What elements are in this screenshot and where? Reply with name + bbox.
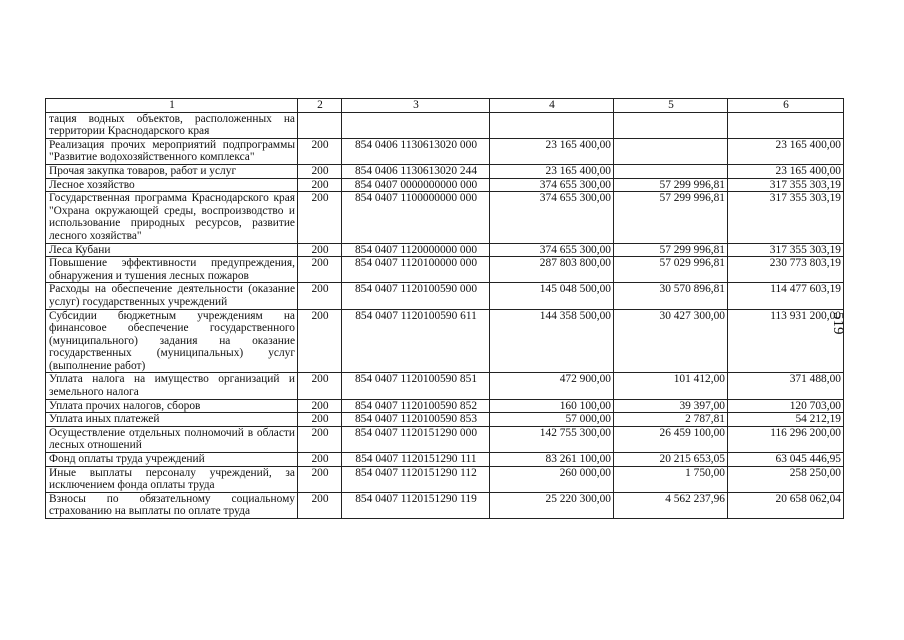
row-executed: 4 562 237,96 xyxy=(614,492,728,518)
table-row xyxy=(46,413,844,427)
row-executed: 57 299 996,81 xyxy=(614,178,728,192)
row-remaining: 116 296 200,00 xyxy=(728,426,844,452)
table-row xyxy=(46,138,844,164)
row-approved: 57 000,00 xyxy=(490,413,614,427)
row-executed: 26 459 100,00 xyxy=(614,426,728,452)
row-approved: 145 048 500,00 xyxy=(490,283,614,309)
row-name: Уплата налога на имущество организаций и земельного налога xyxy=(46,373,298,399)
row-approved: 142 755 300,00 xyxy=(490,426,614,452)
row-classification: 854 0407 1120151290 112 xyxy=(342,466,490,492)
column-header-5: 5 xyxy=(614,99,728,113)
row-name: Государственная программа Краснодарского края "Охрана окружающей среды, воспроизводство и использование природных ресурсов, развитие лесного хозяйства" xyxy=(46,192,298,243)
row-executed: 57 299 996,81 xyxy=(614,243,728,257)
row-code: 200 xyxy=(298,426,342,452)
row-code: 200 xyxy=(298,243,342,257)
row-name: Фонд оплаты труда учреждений xyxy=(46,453,298,467)
row-executed: 57 029 996,81 xyxy=(614,257,728,283)
row-remaining: 23 165 400,00 xyxy=(728,138,844,164)
row-remaining: 317 355 303,19 xyxy=(728,178,844,192)
row-remaining: 317 355 303,19 xyxy=(728,192,844,243)
row-name: Прочая закупка товаров, работ и услуг xyxy=(46,164,298,178)
row-remaining: 113 931 200,00 xyxy=(728,309,844,373)
row-remaining: 371 488,00 xyxy=(728,373,844,399)
row-classification: 854 0407 1120000000 000 xyxy=(342,243,490,257)
row-remaining: 54 212,19 xyxy=(728,413,844,427)
table-row xyxy=(46,192,844,243)
row-code: 200 xyxy=(298,309,342,373)
row-classification: 854 0407 1120100590 611 xyxy=(342,309,490,373)
row-classification: 854 0407 1120151290 000 xyxy=(342,426,490,452)
header-row xyxy=(46,99,844,113)
row-code: 200 xyxy=(298,192,342,243)
row-classification: 854 0406 1130613020 000 xyxy=(342,138,490,164)
row-executed: 101 412,00 xyxy=(614,373,728,399)
row-approved: 23 165 400,00 xyxy=(490,164,614,178)
row-name: Расходы на обеспечение деятельности (оказание услуг) государственных учреждений xyxy=(46,283,298,309)
column-header-3: 3 xyxy=(342,99,490,113)
row-code: 200 xyxy=(298,466,342,492)
table-row xyxy=(46,466,844,492)
row-executed: 30 570 896,81 xyxy=(614,283,728,309)
row-code: 200 xyxy=(298,178,342,192)
table-row xyxy=(46,373,844,399)
column-header-2: 2 xyxy=(298,99,342,113)
page-number: 519 xyxy=(830,312,846,335)
row-code: 200 xyxy=(298,492,342,518)
row-name: Взносы по обязательному социальному страхованию на выплаты по оплате труда xyxy=(46,492,298,518)
row-approved: 83 261 100,00 xyxy=(490,453,614,467)
row-executed: 39 397,00 xyxy=(614,399,728,413)
row-name: Леса Кубани xyxy=(46,243,298,257)
row-name: тация водных объектов, расположенных на территории Краснодарского края xyxy=(46,112,298,138)
row-classification: 854 0407 1120151290 111 xyxy=(342,453,490,467)
row-executed: 57 299 996,81 xyxy=(614,192,728,243)
row-executed xyxy=(614,112,728,138)
row-name: Иные выплаты персоналу учреждений, за исключением фонда оплаты труда xyxy=(46,466,298,492)
row-executed xyxy=(614,164,728,178)
table-row xyxy=(46,112,844,138)
row-classification: 854 0407 1120100590 851 xyxy=(342,373,490,399)
table-row xyxy=(46,426,844,452)
row-name: Уплата прочих налогов, сборов xyxy=(46,399,298,413)
row-approved: 287 803 800,00 xyxy=(490,257,614,283)
row-code: 200 xyxy=(298,164,342,178)
row-name: Реализация прочих мероприятий подпрограммы "Развитие водохозяйственного комплекса" xyxy=(46,138,298,164)
row-code: 200 xyxy=(298,399,342,413)
row-classification: 854 0407 1120151290 119 xyxy=(342,492,490,518)
row-approved: 144 358 500,00 xyxy=(490,309,614,373)
row-name: Осуществление отдельных полномочий в области лесных отношений xyxy=(46,426,298,452)
row-classification xyxy=(342,112,490,138)
table-row xyxy=(46,453,844,467)
row-classification: 854 0407 1120100000 000 xyxy=(342,257,490,283)
row-name: Лесное хозяйство xyxy=(46,178,298,192)
budget-table xyxy=(45,98,844,519)
row-approved: 23 165 400,00 xyxy=(490,138,614,164)
row-approved: 374 655 300,00 xyxy=(490,178,614,192)
row-code xyxy=(298,112,342,138)
row-code: 200 xyxy=(298,283,342,309)
row-remaining: 317 355 303,19 xyxy=(728,243,844,257)
row-remaining: 230 773 803,19 xyxy=(728,257,844,283)
row-name: Уплата иных платежей xyxy=(46,413,298,427)
row-classification: 854 0407 1120100590 000 xyxy=(342,283,490,309)
column-header-4: 4 xyxy=(490,99,614,113)
row-remaining: 120 703,00 xyxy=(728,399,844,413)
table-row xyxy=(46,492,844,518)
table-row xyxy=(46,243,844,257)
row-code: 200 xyxy=(298,373,342,399)
table-row xyxy=(46,164,844,178)
row-classification: 854 0407 1120100590 853 xyxy=(342,413,490,427)
table-row xyxy=(46,178,844,192)
column-header-1: 1 xyxy=(46,99,298,113)
row-code: 200 xyxy=(298,138,342,164)
row-remaining xyxy=(728,112,844,138)
row-remaining: 114 477 603,19 xyxy=(728,283,844,309)
row-name: Субсидии бюджетным учреждениям на финансовое обеспечение государственного (муниципального) задания на оказание государственных (муниципальных) услуг (выполнение работ) xyxy=(46,309,298,373)
table-row xyxy=(46,309,844,373)
row-code: 200 xyxy=(298,453,342,467)
column-header-6: 6 xyxy=(728,99,844,113)
row-approved: 25 220 300,00 xyxy=(490,492,614,518)
row-remaining: 63 045 446,95 xyxy=(728,453,844,467)
row-executed: 1 750,00 xyxy=(614,466,728,492)
row-classification: 854 0407 1100000000 000 xyxy=(342,192,490,243)
table-row xyxy=(46,399,844,413)
row-approved xyxy=(490,112,614,138)
row-classification: 854 0407 1120100590 852 xyxy=(342,399,490,413)
row-approved: 374 655 300,00 xyxy=(490,243,614,257)
row-remaining: 258 250,00 xyxy=(728,466,844,492)
table-row xyxy=(46,283,844,309)
row-approved: 160 100,00 xyxy=(490,399,614,413)
row-code: 200 xyxy=(298,257,342,283)
row-executed: 2 787,81 xyxy=(614,413,728,427)
table-row xyxy=(46,257,844,283)
row-approved: 260 000,00 xyxy=(490,466,614,492)
row-classification: 854 0406 1130613020 244 xyxy=(342,164,490,178)
row-approved: 374 655 300,00 xyxy=(490,192,614,243)
row-executed: 30 427 300,00 xyxy=(614,309,728,373)
row-executed: 20 215 653,05 xyxy=(614,453,728,467)
row-name: Повышение эффективности предупреждения, обнаружения и тушения лесных пожаров xyxy=(46,257,298,283)
row-code: 200 xyxy=(298,413,342,427)
row-remaining: 23 165 400,00 xyxy=(728,164,844,178)
row-remaining: 20 658 062,04 xyxy=(728,492,844,518)
row-classification: 854 0407 0000000000 000 xyxy=(342,178,490,192)
row-executed xyxy=(614,138,728,164)
row-approved: 472 900,00 xyxy=(490,373,614,399)
